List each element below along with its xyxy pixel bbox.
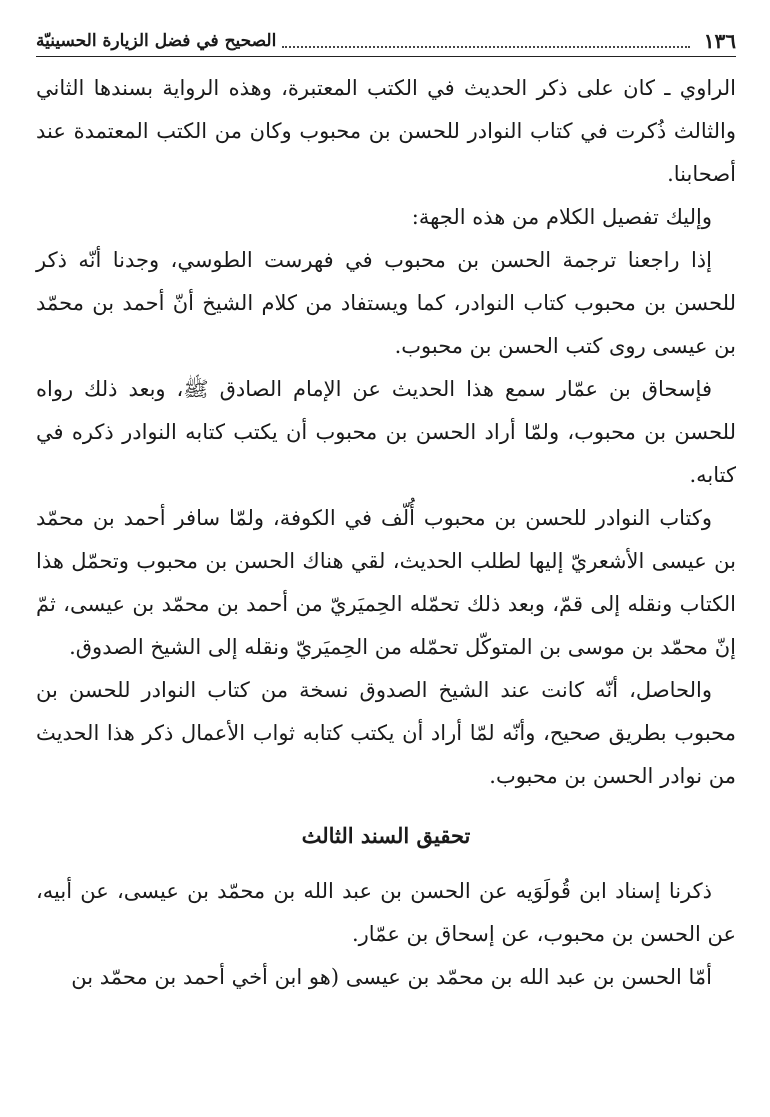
section-paragraph-1: ذكرنا إسناد ابن قُولَوَيه عن الحسن بن عبد الله بن محمّد بن عيسى، عن أبيه، عن الحسن بن محبوب، عن إسحاق بن عمّار. xyxy=(36,879,736,946)
section-body xyxy=(36,870,736,999)
header-dot-leader xyxy=(282,46,689,48)
body-text xyxy=(36,67,736,798)
book-page xyxy=(36,22,736,999)
section-paragraph-2: أمّا الحسن بن عبد الله بن محمّد بن عيسى (هو ابن أخي أحمد بن محمّد بن xyxy=(71,965,712,989)
page-header xyxy=(36,22,736,57)
paragraph-3: إذا راجعنا ترجمة الحسن بن محبوب في فهرست الطوسي، وجدنا أنّه ذكر للحسن بن محبوب كتاب النوادر، كما ويستفاد من كلام الشيخ أنّ أحمد بن محمّد بن عيسى روى كتب الحسن بن محبوب. xyxy=(36,248,736,358)
paragraph-4: فإسحاق بن عمّار سمع هذا الحديث عن الإمام الصادق ﷺ، وبعد ذلك رواه للحسن بن محبوب، ولمّا أراد الحسن بن محبوب أن يكتب كتابه النوادر ذكره في كتابه. xyxy=(36,377,736,487)
paragraph-2: وإليك تفصيل الكلام من هذه الجهة: xyxy=(411,205,712,229)
running-title: الصحيح في فضل الزيارة الحسينيّة xyxy=(36,31,277,51)
paragraph-1: الراوي ـ كان على ذكر الحديث في الكتب المعتبرة، وهذه الرواية بسندها الثاني والثالث ذُكرت في كتاب النوادر للحسن بن محبوب وكان من الكتب المعتمدة عند أصحابنا. xyxy=(36,76,736,186)
paragraph-5: وكتاب النوادر للحسن بن محبوب أُلّف في الكوفة، ولمّا سافر أحمد بن محمّد بن عيسى الأشعريّ إليها لطلب الحديث، لقي هناك الحسن بن محبوب وتحمّل هذا الكتاب ونقله إلى قمّ، وبعد ذلك تحمّله الحِميَريّ من أحمد بن محمّد بن عيسى، ثمّ إنّ محمّد بن موسى بن المتوكّل تحمّله من الحِميَريّ ونقله إلى الشيخ الصدوق. xyxy=(36,506,736,659)
paragraph-6: والحاصل، أنّه كانت عند الشيخ الصدوق نسخة من كتاب النوادر للحسن بن محبوب بطريق صحيح، وأنّه لمّا أراد أن يكتب كتابه ثواب الأعمال ذكر هذا الحديث من نوادر الحسن بن محبوب. xyxy=(36,678,736,788)
section-heading: تحقيق السند الثالث xyxy=(301,823,471,848)
page-number: ١٣٦ xyxy=(703,29,736,53)
